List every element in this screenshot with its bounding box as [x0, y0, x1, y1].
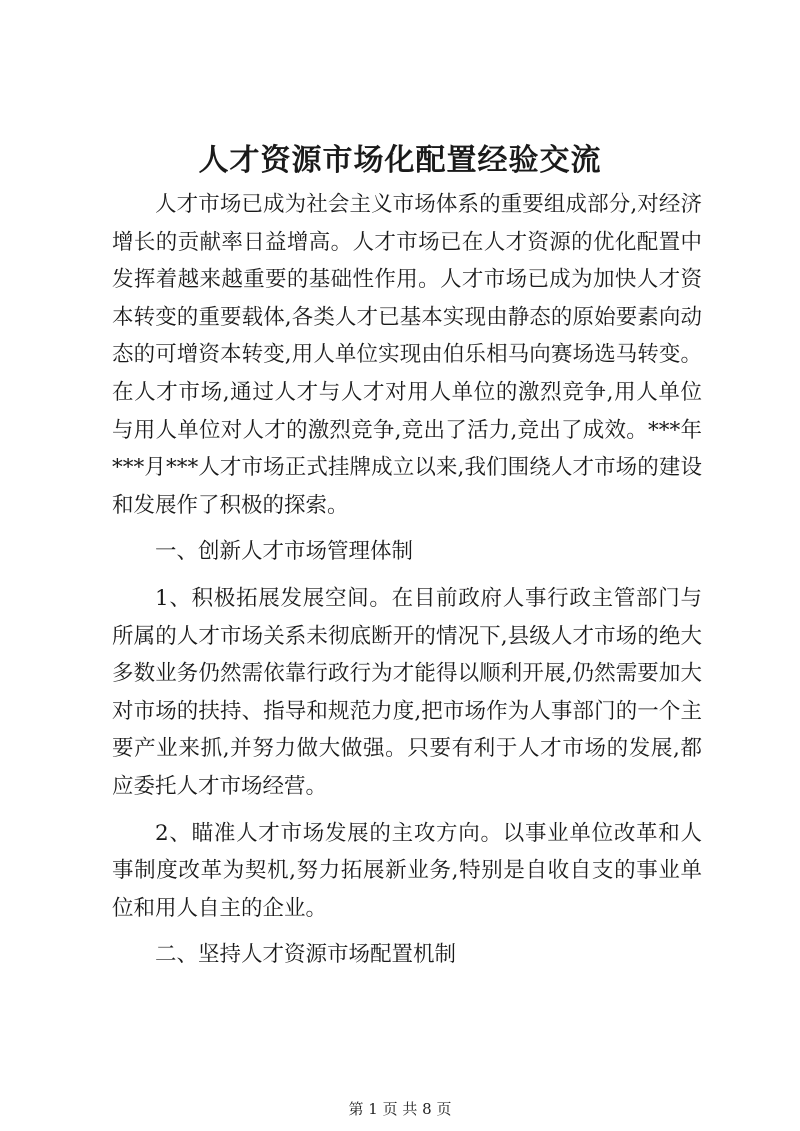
intro-paragraph: 人才市场已成为社会主义市场体系的重要组成部分,对经济增长的贡献率日益增高。人才市场已在人才资源的优化配置中发挥着越来越重要的基础性作用。人才市场已成为加快人才资本转变的重要载体,各类人才已基本实现由静态的原始要素向动态的可增资本转变,用人单位实现由伯乐相马向赛场选马转变。在人才市场,通过人才与人才对用人单位的激烈竞争,用人单位与用人单位对人才的激烈竞争,竞出了活力,竞出了成效。***年***月***人才市场正式挂牌成立以来,我们围绕人才市场的建设和发展作了积极的探索。 [112, 192, 702, 518]
document-title: 人才资源市场化配置经验交流 [198, 143, 602, 178]
item-paragraph-1: 1、积极拓展发展空间。在目前政府人事行政主管部门与所属的人才市场关系未彻底断开的情况下,县级人才市场的绝大多数业务仍然需依靠行政行为才能得以顺利开展,仍然需要加大对市场的扶持、指导和规范力度,把市场作为人事部门的一个主要产业来抓,并努力做大做强。只要有利于人才市场的发展,都应委托人才市场经营。 [112, 585, 702, 799]
section-heading-2: 二、坚持人才资源市场配置机制 [155, 942, 457, 968]
page-footer: 第 1 页 共 8 页 [348, 1100, 452, 1118]
item-paragraph-2: 2、瞄准人才市场发展的主攻方向。以事业单位改革和人事制度改革为契机,努力拓展新业务,特别是自收自支的事业单位和用人自主的企业。 [112, 820, 702, 921]
section-heading-1: 一、创新人才市场管理体制 [155, 539, 414, 565]
document-body [112, 186, 702, 983]
